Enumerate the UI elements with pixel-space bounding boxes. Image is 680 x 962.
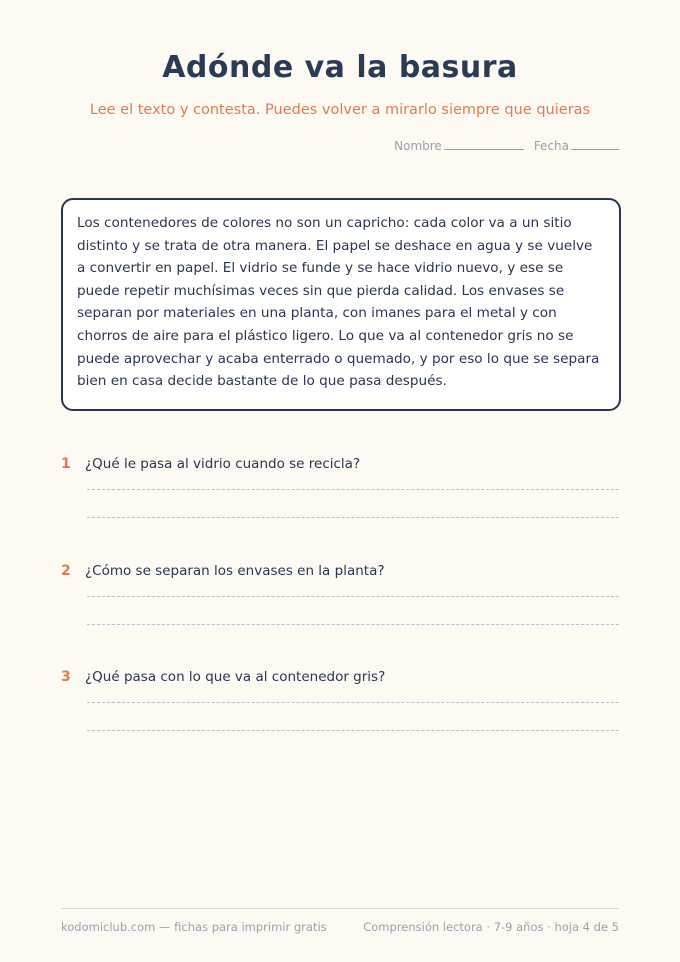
date-line xyxy=(571,148,619,150)
footer-divider xyxy=(61,908,619,909)
question-text: ¿Qué pasa con lo que va al contenedor gris? xyxy=(85,669,386,685)
answer-line[interactable] xyxy=(87,702,619,703)
question-text: ¿Qué le pasa al vidrio cuando se recicla? xyxy=(85,456,361,472)
question-text: ¿Cómo se separan los envases en la planta? xyxy=(85,563,385,579)
question-3 xyxy=(61,669,619,731)
date-field[interactable] xyxy=(534,139,619,153)
question-2 xyxy=(61,563,619,625)
footer-left: kodomiclub.com — fichas para imprimir gratis xyxy=(61,920,327,934)
footer-right: Comprensión lectora · 7-9 años · hoja 4 de 5 xyxy=(363,920,619,934)
question-number: 2 xyxy=(61,563,71,579)
date-label: Fecha xyxy=(533,139,569,153)
answer-line[interactable] xyxy=(87,730,619,731)
footer xyxy=(61,920,619,934)
question-number: 1 xyxy=(61,456,71,472)
name-date-fields xyxy=(394,139,619,153)
name-line xyxy=(444,148,524,150)
answer-line[interactable] xyxy=(87,489,619,490)
reading-passage: Los contenedores de colores no son un capricho: cada color va a un sitio distinto y se trata de otra manera. El papel se deshace en agua y se vuelve a convertir en papel. El vidrio se funde y se hace vidrio nuevo, y ese se puede repetir muchísimas veces sin que pierda calidad. Los envases se separan por materiales en una planta, con imanes para el metal y con chorros de aire para el plástico ligero. Lo que va al contenedor gris no se puede aprovechar y acaba enterrado o quemado, y por eso lo que se separa bien en casa decide bastante de lo que pasa después. xyxy=(61,198,621,411)
question-1 xyxy=(61,456,619,518)
name-field[interactable] xyxy=(394,139,524,153)
answer-line[interactable] xyxy=(87,596,619,597)
answer-line[interactable] xyxy=(87,624,619,625)
page-title: Adónde va la basura xyxy=(162,50,518,85)
page-subtitle: Lee el texto y contesta. Puedes volver a mirarlo siempre que quieras xyxy=(89,102,591,118)
question-number: 3 xyxy=(61,669,71,685)
name-label: Nombre xyxy=(394,139,442,153)
answer-line[interactable] xyxy=(87,517,619,518)
